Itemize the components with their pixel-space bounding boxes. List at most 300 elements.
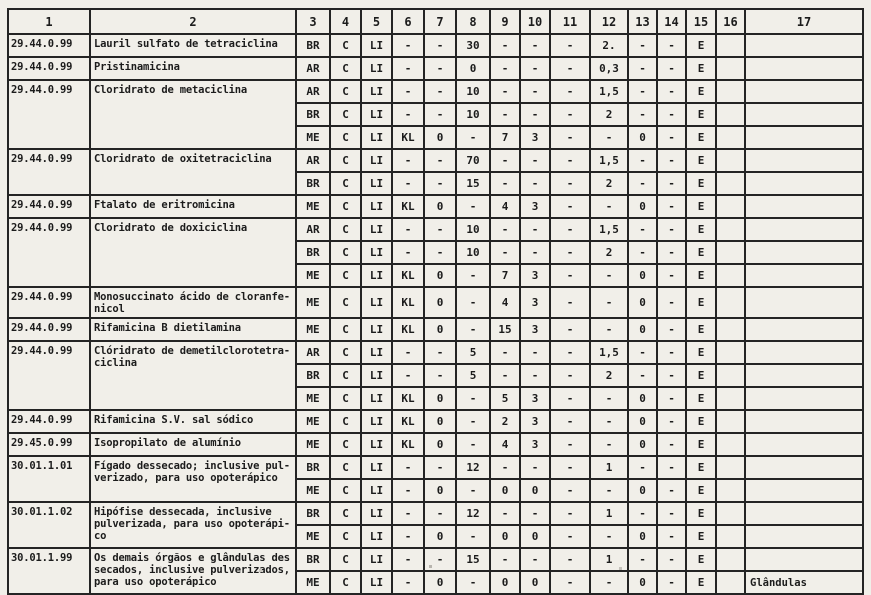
value-cell: LI <box>361 126 392 149</box>
value-cell: LI <box>361 318 392 341</box>
scan-speckles <box>0 0 1 1</box>
observation-cell <box>745 149 863 172</box>
value-cell: - <box>628 149 657 172</box>
value-cell: - <box>590 571 628 594</box>
value-cell: 15 <box>490 318 520 341</box>
column-header-8: 8 <box>456 9 490 34</box>
value-cell: - <box>456 318 490 341</box>
tariff-code-cell: 29.44.0.99 <box>8 341 90 410</box>
value-cell: - <box>657 433 686 456</box>
value-cell: - <box>550 57 590 80</box>
value-cell: C <box>330 149 361 172</box>
description-line: Pristinamicina <box>94 61 180 73</box>
value-cell: - <box>657 571 686 594</box>
value-cell: E <box>686 318 716 341</box>
column-header-6: 6 <box>392 9 424 34</box>
value-cell: - <box>550 456 590 479</box>
value-cell: 0 <box>424 410 456 433</box>
value-cell: C <box>330 34 361 57</box>
value-cell: 0 <box>628 571 657 594</box>
value-cell <box>716 218 745 241</box>
value-cell: - <box>490 364 520 387</box>
value-cell: KL <box>392 318 424 341</box>
description-line: Ftalato de eritromicina <box>94 199 235 211</box>
value-cell: C <box>330 57 361 80</box>
value-cell: - <box>550 364 590 387</box>
value-cell: - <box>628 502 657 525</box>
value-cell: - <box>657 479 686 502</box>
value-cell: E <box>686 287 716 318</box>
value-cell: 0 <box>424 126 456 149</box>
value-cell: BR <box>296 34 330 57</box>
value-cell: LI <box>361 103 392 126</box>
tariff-code-cell: 29.44.0.99 <box>8 34 90 57</box>
tariff-code-cell: 30.01.1.01 <box>8 456 90 502</box>
value-cell: 2 <box>590 241 628 264</box>
value-cell: - <box>490 341 520 364</box>
value-cell: - <box>490 241 520 264</box>
value-cell: ME <box>296 479 330 502</box>
value-cell <box>716 80 745 103</box>
value-cell: 0,3 <box>590 57 628 80</box>
value-cell: KL <box>392 264 424 287</box>
value-cell: - <box>550 287 590 318</box>
value-cell: LI <box>361 433 392 456</box>
value-cell: 12 <box>456 456 490 479</box>
value-cell <box>716 172 745 195</box>
value-cell: - <box>657 195 686 218</box>
value-cell: BR <box>296 502 330 525</box>
column-header-15: 15 <box>686 9 716 34</box>
value-cell <box>716 126 745 149</box>
value-cell: LI <box>361 172 392 195</box>
value-cell: E <box>686 456 716 479</box>
value-cell: 0 <box>628 287 657 318</box>
value-cell: LI <box>361 34 392 57</box>
value-cell: - <box>456 287 490 318</box>
value-cell: LI <box>361 218 392 241</box>
value-cell: - <box>550 502 590 525</box>
value-cell: 0 <box>424 287 456 318</box>
description-line: Isopropilato de alumínio <box>94 437 241 449</box>
value-cell: - <box>550 341 590 364</box>
value-cell: 0 <box>424 195 456 218</box>
value-cell: C <box>330 502 361 525</box>
observation-cell: Glândulas <box>745 571 863 594</box>
tariff-table <box>7 8 864 595</box>
value-cell: - <box>392 525 424 548</box>
tariff-code-cell: 29.44.0.99 <box>8 195 90 218</box>
value-cell: 0 <box>628 126 657 149</box>
value-cell <box>716 341 745 364</box>
value-cell: - <box>392 502 424 525</box>
value-cell: 0 <box>424 433 456 456</box>
value-cell: C <box>330 456 361 479</box>
value-cell: ME <box>296 387 330 410</box>
value-cell: KL <box>392 433 424 456</box>
value-cell: BR <box>296 548 330 571</box>
value-cell: - <box>657 34 686 57</box>
value-cell: - <box>520 80 550 103</box>
value-cell: - <box>490 103 520 126</box>
value-cell: - <box>550 218 590 241</box>
value-cell: - <box>590 318 628 341</box>
value-cell: - <box>392 241 424 264</box>
value-cell: - <box>590 387 628 410</box>
table-row <box>8 218 863 241</box>
value-cell: - <box>490 548 520 571</box>
value-cell: - <box>520 548 550 571</box>
value-cell: E <box>686 364 716 387</box>
value-cell: C <box>330 341 361 364</box>
table-row <box>8 456 863 479</box>
description-cell <box>90 80 296 149</box>
value-cell: - <box>392 80 424 103</box>
value-cell: E <box>686 126 716 149</box>
value-cell: 30 <box>456 34 490 57</box>
observation-cell <box>745 364 863 387</box>
description-line: secados, inclusive pulverizados, <box>94 564 290 576</box>
description-line: verizado, para uso opoterápico <box>94 472 278 484</box>
value-cell: 5 <box>456 364 490 387</box>
value-cell: - <box>550 433 590 456</box>
value-cell: C <box>330 195 361 218</box>
column-header-5: 5 <box>361 9 392 34</box>
observation-cell <box>745 318 863 341</box>
value-cell: - <box>657 364 686 387</box>
value-cell: 1 <box>590 502 628 525</box>
value-cell: 0 <box>628 264 657 287</box>
value-cell: - <box>550 548 590 571</box>
table-body <box>8 34 863 594</box>
value-cell <box>716 149 745 172</box>
description-line: Hipófise dessecada, inclusive <box>94 506 272 518</box>
value-cell: - <box>520 341 550 364</box>
value-cell: - <box>392 479 424 502</box>
value-cell: - <box>550 126 590 149</box>
tariff-code-cell: 30.01.1.02 <box>8 502 90 548</box>
table-row <box>8 195 863 218</box>
description-line: Clóridrato de demetilclorotetra- <box>94 345 290 357</box>
value-cell: C <box>330 241 361 264</box>
tariff-code-cell: 29.44.0.99 <box>8 287 90 318</box>
value-cell: - <box>520 34 550 57</box>
value-cell <box>716 433 745 456</box>
value-cell: - <box>657 318 686 341</box>
value-cell: 12 <box>456 502 490 525</box>
tariff-code-cell: 30.01.1.99 <box>8 548 90 594</box>
value-cell: AR <box>296 149 330 172</box>
column-header-1: 1 <box>8 9 90 34</box>
column-header-9: 9 <box>490 9 520 34</box>
value-cell: LI <box>361 548 392 571</box>
observation-cell <box>745 410 863 433</box>
value-cell: E <box>686 479 716 502</box>
tariff-code-cell: 29.44.0.99 <box>8 318 90 341</box>
value-cell: 0 <box>628 433 657 456</box>
value-cell: - <box>550 103 590 126</box>
value-cell: LI <box>361 525 392 548</box>
column-header-7: 7 <box>424 9 456 34</box>
value-cell: 7 <box>490 264 520 287</box>
value-cell: - <box>392 57 424 80</box>
value-cell: LI <box>361 571 392 594</box>
description-line: Lauril sulfato de tetraciclina <box>94 38 278 50</box>
value-cell: - <box>657 57 686 80</box>
value-cell: 1,5 <box>590 80 628 103</box>
value-cell: 0 <box>628 387 657 410</box>
description-cell <box>90 57 296 80</box>
value-cell: - <box>590 287 628 318</box>
value-cell: KL <box>392 126 424 149</box>
value-cell: 70 <box>456 149 490 172</box>
value-cell: - <box>392 149 424 172</box>
value-cell: LI <box>361 387 392 410</box>
value-cell: LI <box>361 264 392 287</box>
value-cell: 0 <box>628 195 657 218</box>
value-cell: - <box>628 341 657 364</box>
value-cell: - <box>456 525 490 548</box>
value-cell: - <box>424 218 456 241</box>
value-cell: - <box>550 264 590 287</box>
tariff-code-cell: 29.44.0.99 <box>8 218 90 287</box>
table-row <box>8 548 863 571</box>
value-cell: 3 <box>520 318 550 341</box>
description-cell <box>90 149 296 195</box>
value-cell: - <box>628 548 657 571</box>
tariff-code-cell: 29.44.0.99 <box>8 149 90 195</box>
value-cell: - <box>392 548 424 571</box>
value-cell: - <box>456 571 490 594</box>
value-cell: - <box>657 502 686 525</box>
value-cell <box>716 502 745 525</box>
value-cell: - <box>590 126 628 149</box>
value-cell: E <box>686 218 716 241</box>
value-cell: - <box>657 126 686 149</box>
value-cell: C <box>330 172 361 195</box>
value-cell: BR <box>296 456 330 479</box>
value-cell: E <box>686 433 716 456</box>
value-cell: - <box>550 34 590 57</box>
value-cell: 10 <box>456 241 490 264</box>
observation-cell <box>745 126 863 149</box>
value-cell: E <box>686 387 716 410</box>
value-cell <box>716 410 745 433</box>
value-cell: 1,5 <box>590 149 628 172</box>
value-cell: 0 <box>628 318 657 341</box>
value-cell: ME <box>296 264 330 287</box>
table-row <box>8 34 863 57</box>
value-cell: - <box>628 218 657 241</box>
value-cell: - <box>520 57 550 80</box>
value-cell: - <box>392 218 424 241</box>
value-cell: AR <box>296 341 330 364</box>
value-cell: 1 <box>590 548 628 571</box>
value-cell: - <box>392 456 424 479</box>
value-cell: 3 <box>520 387 550 410</box>
table-row <box>8 410 863 433</box>
value-cell: E <box>686 502 716 525</box>
value-cell: - <box>520 149 550 172</box>
description-line: co <box>94 530 107 542</box>
value-cell: 0 <box>628 479 657 502</box>
value-cell: 2. <box>590 34 628 57</box>
value-cell: 15 <box>456 548 490 571</box>
value-cell: 1,5 <box>590 341 628 364</box>
value-cell: - <box>392 341 424 364</box>
value-cell: - <box>392 34 424 57</box>
observation-cell <box>745 433 863 456</box>
value-cell: - <box>628 364 657 387</box>
value-cell: E <box>686 571 716 594</box>
value-cell: 3 <box>520 287 550 318</box>
value-cell: - <box>490 456 520 479</box>
value-cell: - <box>456 387 490 410</box>
value-cell <box>716 241 745 264</box>
description-line: Cloridrato de doxiciclina <box>94 222 248 234</box>
value-cell: 7 <box>490 126 520 149</box>
value-cell: - <box>657 149 686 172</box>
value-cell: - <box>424 456 456 479</box>
value-cell: - <box>490 149 520 172</box>
value-cell: C <box>330 103 361 126</box>
value-cell <box>716 571 745 594</box>
value-cell: - <box>520 502 550 525</box>
value-cell: - <box>550 410 590 433</box>
value-cell: - <box>657 410 686 433</box>
value-cell: 0 <box>424 571 456 594</box>
value-cell: ME <box>296 433 330 456</box>
description-cell <box>90 456 296 502</box>
value-cell: - <box>657 387 686 410</box>
description-line: Cloridrato de oxitetraciclina <box>94 153 272 165</box>
observation-cell <box>745 80 863 103</box>
value-cell <box>716 34 745 57</box>
value-cell: - <box>657 218 686 241</box>
value-cell <box>716 479 745 502</box>
observation-cell <box>745 479 863 502</box>
column-header-3: 3 <box>296 9 330 34</box>
value-cell: C <box>330 548 361 571</box>
value-cell: 0 <box>490 571 520 594</box>
value-cell: 1,5 <box>590 218 628 241</box>
column-header-2: 2 <box>90 9 296 34</box>
value-cell: KL <box>392 287 424 318</box>
value-cell: E <box>686 195 716 218</box>
value-cell: - <box>657 287 686 318</box>
table-row <box>8 80 863 103</box>
value-cell: - <box>424 548 456 571</box>
value-cell: 0 <box>456 57 490 80</box>
value-cell: - <box>657 456 686 479</box>
header-row <box>8 9 863 34</box>
value-cell: BR <box>296 172 330 195</box>
value-cell: - <box>424 364 456 387</box>
value-cell: LI <box>361 502 392 525</box>
value-cell: AR <box>296 218 330 241</box>
observation-cell <box>745 103 863 126</box>
value-cell: AR <box>296 57 330 80</box>
value-cell: ME <box>296 571 330 594</box>
tariff-code-cell: 29.44.0.99 <box>8 80 90 149</box>
value-cell: 0 <box>520 525 550 548</box>
value-cell: - <box>490 218 520 241</box>
value-cell: - <box>392 172 424 195</box>
value-cell <box>716 387 745 410</box>
observation-cell <box>745 57 863 80</box>
value-cell <box>716 57 745 80</box>
value-cell: 1 <box>590 456 628 479</box>
value-cell: 10 <box>456 80 490 103</box>
value-cell: 5 <box>456 341 490 364</box>
value-cell: 2 <box>590 172 628 195</box>
column-header-10: 10 <box>520 9 550 34</box>
value-cell: ME <box>296 318 330 341</box>
value-cell: E <box>686 264 716 287</box>
table-row <box>8 433 863 456</box>
description-line: pulverizada, para uso opoterápi- <box>94 518 290 530</box>
value-cell: 0 <box>520 571 550 594</box>
value-cell: - <box>628 103 657 126</box>
value-cell: - <box>590 264 628 287</box>
value-cell: - <box>550 149 590 172</box>
value-cell <box>716 287 745 318</box>
tariff-code-cell: 29.44.0.99 <box>8 410 90 433</box>
value-cell: - <box>628 456 657 479</box>
value-cell: C <box>330 80 361 103</box>
value-cell: E <box>686 57 716 80</box>
description-line: Monosuccinato ácido de cloranfe- <box>94 291 290 303</box>
value-cell: - <box>657 341 686 364</box>
value-cell: C <box>330 410 361 433</box>
value-cell <box>716 548 745 571</box>
value-cell: - <box>456 126 490 149</box>
table-header <box>8 9 863 34</box>
description-line: Rifamicina S.V. sal sódico <box>94 414 254 426</box>
value-cell: ME <box>296 410 330 433</box>
value-cell: 0 <box>424 525 456 548</box>
value-cell: 0 <box>490 479 520 502</box>
value-cell: 15 <box>456 172 490 195</box>
value-cell: - <box>550 571 590 594</box>
description-line: ciclina <box>94 357 137 369</box>
value-cell: KL <box>392 195 424 218</box>
value-cell: - <box>550 479 590 502</box>
value-cell <box>716 264 745 287</box>
observation-cell <box>745 525 863 548</box>
value-cell <box>716 318 745 341</box>
value-cell: E <box>686 341 716 364</box>
value-cell: - <box>657 548 686 571</box>
value-cell: - <box>520 364 550 387</box>
value-cell: - <box>520 218 550 241</box>
value-cell: E <box>686 548 716 571</box>
value-cell: E <box>686 172 716 195</box>
description-cell <box>90 433 296 456</box>
table-row <box>8 502 863 525</box>
value-cell: C <box>330 264 361 287</box>
observation-cell <box>745 172 863 195</box>
value-cell: ME <box>296 525 330 548</box>
value-cell: - <box>424 80 456 103</box>
value-cell: - <box>550 172 590 195</box>
value-cell: 4 <box>490 287 520 318</box>
value-cell: - <box>424 34 456 57</box>
description-cell <box>90 410 296 433</box>
value-cell: C <box>330 433 361 456</box>
value-cell: 0 <box>490 525 520 548</box>
value-cell: - <box>392 103 424 126</box>
